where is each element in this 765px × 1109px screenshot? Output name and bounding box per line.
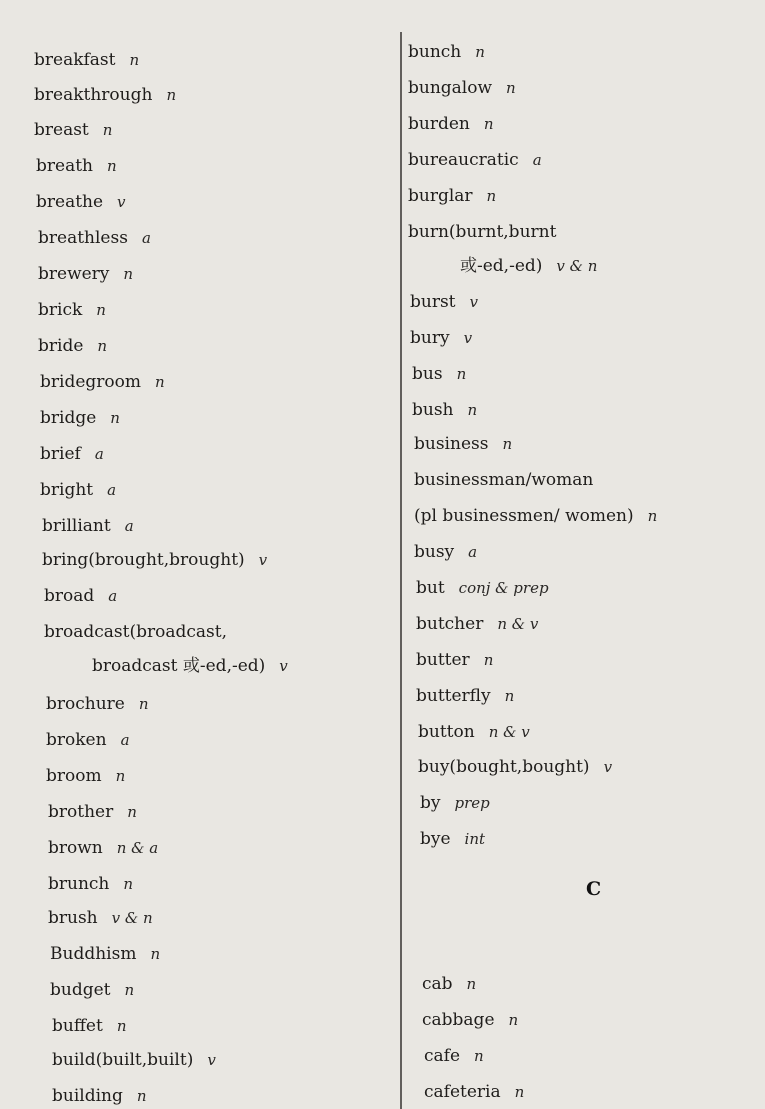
entry bbox=[52, 1050, 216, 1070]
part-of-speech: n bbox=[475, 43, 485, 61]
entry bbox=[44, 622, 241, 642]
headword: but bbox=[416, 578, 445, 598]
headword: brilliant bbox=[42, 516, 111, 536]
entry bbox=[408, 222, 570, 242]
column-divider bbox=[400, 32, 402, 1109]
entry bbox=[408, 114, 494, 134]
part-of-speech: n bbox=[474, 1047, 484, 1065]
part-of-speech: n bbox=[508, 1011, 519, 1029]
headword: broken bbox=[46, 730, 107, 750]
headword: Buddhism bbox=[50, 944, 137, 964]
part-of-speech: n bbox=[502, 435, 513, 453]
part-of-speech: a bbox=[468, 543, 478, 561]
headword: cafeteria bbox=[424, 1082, 501, 1102]
headword: brochure bbox=[46, 694, 125, 714]
headword: butter bbox=[416, 650, 470, 670]
headword: bureaucratic bbox=[408, 150, 519, 170]
headword: butcher bbox=[416, 614, 484, 634]
headword: bright bbox=[40, 480, 94, 500]
entry bbox=[50, 980, 134, 1000]
entry bbox=[40, 408, 120, 428]
part-of-speech: n bbox=[107, 157, 117, 175]
part-of-speech: n bbox=[483, 651, 494, 669]
part-of-speech: n bbox=[506, 79, 516, 97]
entry bbox=[38, 336, 107, 356]
entry bbox=[416, 686, 514, 706]
part-of-speech: n & v bbox=[497, 615, 539, 633]
entry bbox=[414, 434, 512, 454]
entry bbox=[40, 372, 165, 392]
part-of-speech: a bbox=[532, 151, 542, 169]
part-of-speech: a bbox=[108, 587, 118, 605]
part-of-speech: v bbox=[603, 758, 613, 776]
headword: by bbox=[420, 793, 441, 813]
part-of-speech: n bbox=[514, 1083, 525, 1101]
entry bbox=[52, 1016, 126, 1036]
entry bbox=[424, 1082, 524, 1102]
entry bbox=[48, 838, 158, 858]
part-of-speech: n bbox=[123, 265, 134, 283]
headword: broom bbox=[46, 766, 102, 786]
part-of-speech: v bbox=[207, 1051, 216, 1069]
entry bbox=[34, 50, 139, 70]
headword: burglar bbox=[408, 186, 473, 206]
headword: bridge bbox=[40, 408, 97, 428]
part-of-speech: a bbox=[124, 517, 134, 535]
part-of-speech: n bbox=[466, 975, 477, 993]
part-of-speech: n bbox=[127, 803, 137, 821]
headword: buy(bought,bought) bbox=[418, 757, 590, 777]
entry bbox=[34, 120, 112, 140]
entry bbox=[42, 550, 267, 570]
headword: busy bbox=[414, 542, 455, 562]
entry bbox=[48, 802, 137, 822]
headword: cafe bbox=[424, 1046, 461, 1066]
entry bbox=[424, 1046, 484, 1066]
headword: brick bbox=[38, 300, 83, 320]
part-of-speech: v bbox=[469, 293, 478, 311]
entry bbox=[44, 586, 117, 606]
headword: burst bbox=[410, 292, 456, 312]
part-of-speech: a bbox=[141, 229, 151, 247]
headword: breath bbox=[36, 156, 93, 176]
entry bbox=[418, 757, 612, 777]
headword: (pl businessmen/ women) bbox=[414, 506, 634, 526]
entry bbox=[408, 42, 485, 62]
part-of-speech: v bbox=[279, 657, 288, 675]
part-of-speech: n bbox=[456, 365, 467, 383]
part-of-speech: n bbox=[483, 115, 494, 133]
headword: button bbox=[418, 722, 475, 742]
headword: building bbox=[52, 1086, 123, 1106]
headword: budget bbox=[50, 980, 111, 1000]
part-of-speech: n bbox=[486, 187, 497, 205]
entry bbox=[38, 264, 133, 284]
part-of-speech: n bbox=[129, 51, 140, 69]
headword: brief bbox=[40, 444, 81, 464]
headword: breathe bbox=[36, 192, 104, 212]
headword: businessman/woman bbox=[414, 470, 594, 490]
headword: brunch bbox=[48, 874, 110, 894]
part-of-speech: n bbox=[110, 409, 120, 427]
headword: build(built,built) bbox=[52, 1050, 194, 1070]
entry bbox=[414, 470, 607, 490]
part-of-speech: a bbox=[94, 445, 104, 463]
entry bbox=[422, 1010, 518, 1030]
entry bbox=[52, 1086, 147, 1106]
entry bbox=[46, 730, 130, 750]
part-of-speech: n bbox=[102, 121, 113, 139]
headword: burden bbox=[408, 114, 470, 134]
entry bbox=[416, 614, 538, 634]
headword: bye bbox=[420, 829, 451, 849]
entry bbox=[42, 516, 134, 536]
entry bbox=[48, 908, 153, 928]
part-of-speech: n bbox=[116, 1017, 127, 1035]
headword: bridegroom bbox=[40, 372, 141, 392]
headword: cabbage bbox=[422, 1010, 495, 1030]
entry bbox=[408, 78, 516, 98]
entry bbox=[50, 944, 160, 964]
headword: cab bbox=[422, 974, 453, 994]
headword: breakfast bbox=[34, 50, 116, 70]
entry bbox=[420, 793, 490, 813]
entry bbox=[408, 150, 542, 170]
headword: breast bbox=[34, 120, 89, 140]
entry bbox=[408, 186, 496, 206]
headword: bus bbox=[412, 364, 443, 384]
entry bbox=[414, 542, 477, 562]
part-of-speech: prep bbox=[454, 794, 490, 812]
headword: bride bbox=[38, 336, 84, 356]
part-of-speech: n bbox=[115, 767, 126, 785]
part-of-speech: v bbox=[463, 329, 473, 347]
entry bbox=[416, 578, 549, 598]
headword: brush bbox=[48, 908, 98, 928]
headword: buffet bbox=[52, 1016, 103, 1036]
entry bbox=[36, 156, 117, 176]
part-of-speech: v bbox=[258, 551, 268, 569]
entry-continuation bbox=[414, 506, 657, 526]
part-of-speech: a bbox=[107, 481, 117, 499]
part-of-speech: n bbox=[97, 337, 108, 355]
part-of-speech: n bbox=[155, 373, 165, 391]
entry bbox=[48, 874, 133, 894]
entry bbox=[46, 766, 125, 786]
part-of-speech: v bbox=[117, 193, 126, 211]
part-of-speech: n & v bbox=[488, 723, 530, 741]
entry bbox=[410, 328, 472, 348]
headword: burn(burnt,burnt bbox=[408, 222, 557, 242]
headword: brown bbox=[48, 838, 103, 858]
part-of-speech: v & n bbox=[111, 909, 153, 927]
headword: bury bbox=[410, 328, 450, 348]
headword: business bbox=[414, 434, 489, 454]
part-of-speech: n bbox=[96, 301, 106, 319]
entry-continuation bbox=[460, 256, 597, 276]
headword: bush bbox=[412, 400, 454, 420]
entry bbox=[46, 694, 149, 714]
part-of-speech: n bbox=[123, 875, 134, 893]
headword: broadcast 或-ed,-ed) bbox=[92, 656, 266, 676]
headword: broad bbox=[44, 586, 95, 606]
entry bbox=[418, 722, 530, 742]
headword: breakthrough bbox=[34, 85, 153, 105]
entry bbox=[420, 829, 485, 849]
entry bbox=[40, 480, 116, 500]
part-of-speech: int bbox=[464, 830, 486, 848]
entry bbox=[36, 192, 126, 212]
headword: bring(brought,brought) bbox=[42, 550, 245, 570]
entry bbox=[38, 300, 106, 320]
headword: brother bbox=[48, 802, 114, 822]
part-of-speech: conj & prep bbox=[458, 579, 549, 597]
part-of-speech: n bbox=[647, 507, 658, 525]
part-of-speech: n bbox=[166, 86, 177, 104]
headword: brewery bbox=[38, 264, 110, 284]
headword: breathless bbox=[38, 228, 128, 248]
entry bbox=[412, 400, 477, 420]
entry bbox=[412, 364, 466, 384]
part-of-speech: n & a bbox=[116, 839, 159, 857]
part-of-speech: a bbox=[120, 731, 130, 749]
part-of-speech: n bbox=[136, 1087, 147, 1105]
headword: butterfly bbox=[416, 686, 491, 706]
part-of-speech: n bbox=[138, 695, 149, 713]
entry bbox=[416, 650, 493, 670]
section-heading-c: C bbox=[586, 878, 602, 900]
entry bbox=[40, 444, 104, 464]
entry bbox=[34, 85, 176, 105]
headword: bungalow bbox=[408, 78, 493, 98]
headword: 或-ed,-ed) bbox=[460, 256, 543, 276]
part-of-speech: n bbox=[467, 401, 478, 419]
headword: bunch bbox=[408, 42, 462, 62]
part-of-speech: n bbox=[124, 981, 135, 999]
entry bbox=[410, 292, 478, 312]
part-of-speech: n bbox=[504, 687, 515, 705]
entry bbox=[422, 974, 476, 994]
entry bbox=[38, 228, 151, 248]
headword: broadcast(broadcast, bbox=[44, 622, 227, 642]
part-of-speech: n bbox=[150, 945, 161, 963]
entry-continuation bbox=[92, 656, 288, 676]
part-of-speech: v & n bbox=[556, 257, 598, 275]
